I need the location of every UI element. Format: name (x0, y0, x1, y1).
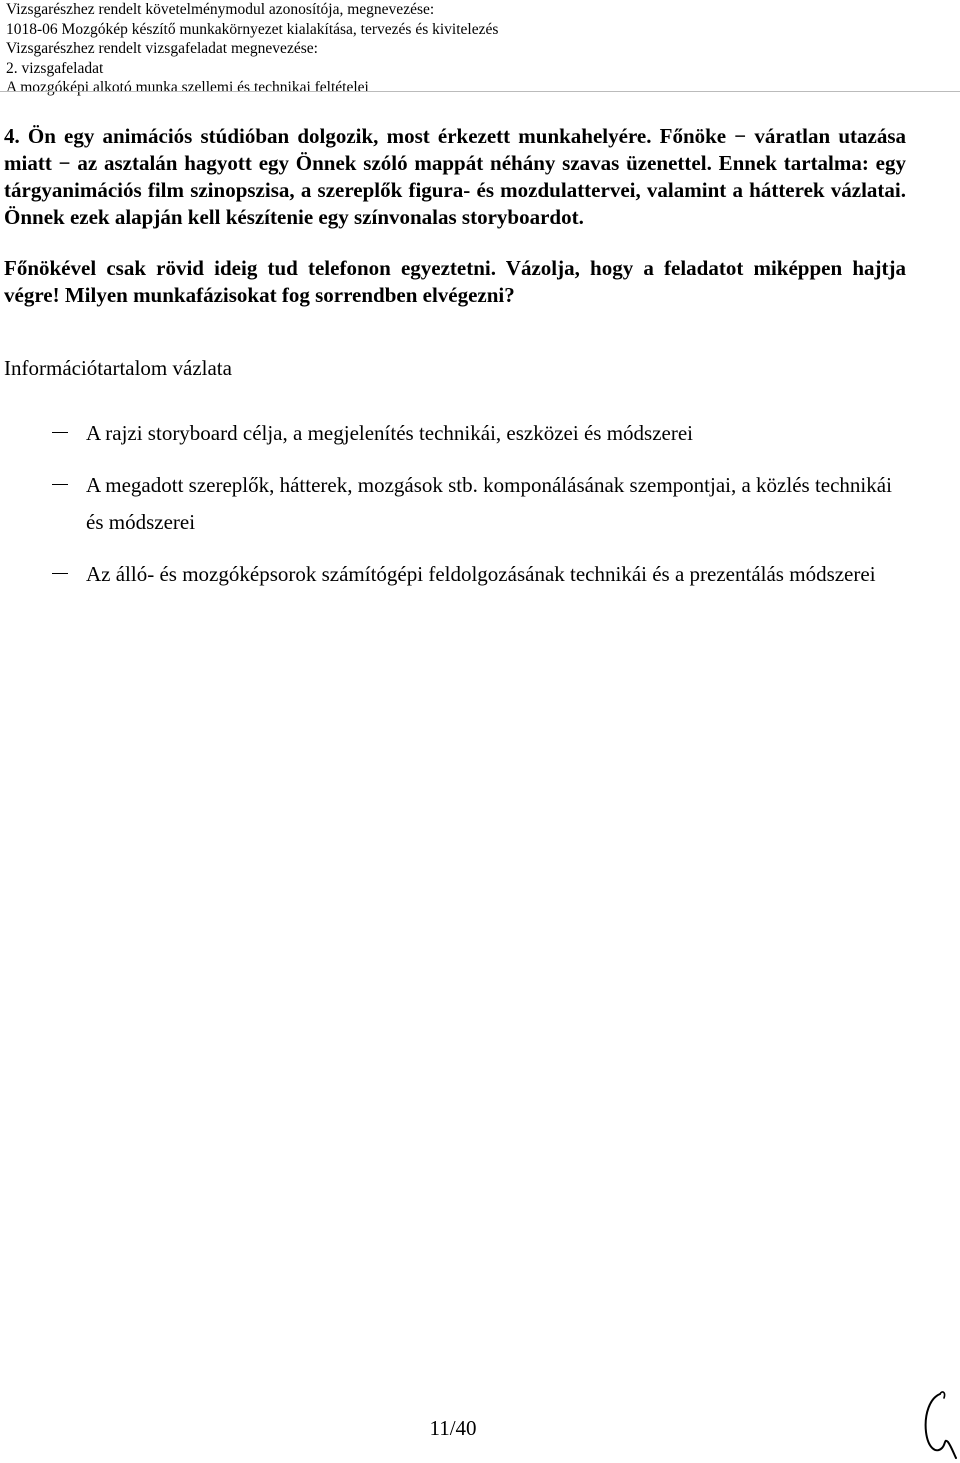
list-item-text: Az álló- és mozgóképsorok számítógépi feldolgozásának technikái és a prezentálás módszerei (86, 562, 876, 586)
signature-icon (918, 1386, 958, 1460)
header-line: A mozgóképi alkotó munka szellemi és technikai feltételei (6, 79, 369, 97)
list-item (0, 556, 900, 593)
task-paragraph: Főnökével csak rövid ideig tud telefonon egyeztetni. Vázolja, hogy a feladatot miképpen hajtja végre! Milyen munkafázisokat fog sorrendben elvégezni? (4, 256, 906, 307)
dash-bullet-icon (52, 484, 68, 485)
task-paragraph: 4. Ön egy animációs stúdióban dolgozik, most érkezett munkahelyére. Főnöke − váratlan utazása miatt − az asztalán hagyott egy Önnek szóló mappát néhány szavas üzenettel. Ennek tartalma: egy tárgyanimációs film szinopszisa, a szereplők figura- és mozdulattervei, valamint a hátterek vázlatai. Önnek ezek alapján kell készítenie egy színvonalas storyboardot. (4, 124, 906, 229)
page-number: 11/40 (429, 1416, 477, 1440)
dash-bullet-icon (52, 573, 68, 574)
header-line: 1018-06 Mozgókép készítő munkakörnyezet kialakítása, tervezés és kivitelezés (6, 20, 499, 38)
header-line: Vizsgarészhez rendelt vizsgafeladat megnevezése: (6, 40, 318, 58)
document-header (6, 0, 956, 98)
list-item (0, 467, 900, 541)
list-item-text: A rajzi storyboard célja, a megjelenítés technikái, eszközei és módszerei (86, 421, 694, 445)
list-item-text: A megadott szereplők, hátterek, mozgások stb. komponálásának szempontjai, a közlés technikái és módszerei (86, 473, 892, 534)
header-line: Vizsgarészhez rendelt követelménymodul azonosítója, megnevezése: (6, 1, 435, 18)
header-divider (0, 91, 960, 92)
outline-title: Információtartalom vázlata (4, 356, 232, 380)
task-description (4, 123, 906, 309)
list-item (0, 415, 900, 452)
dash-bullet-icon (52, 432, 68, 433)
outline-list (0, 415, 900, 608)
header-line: 2. vizsgafeladat (6, 59, 104, 77)
